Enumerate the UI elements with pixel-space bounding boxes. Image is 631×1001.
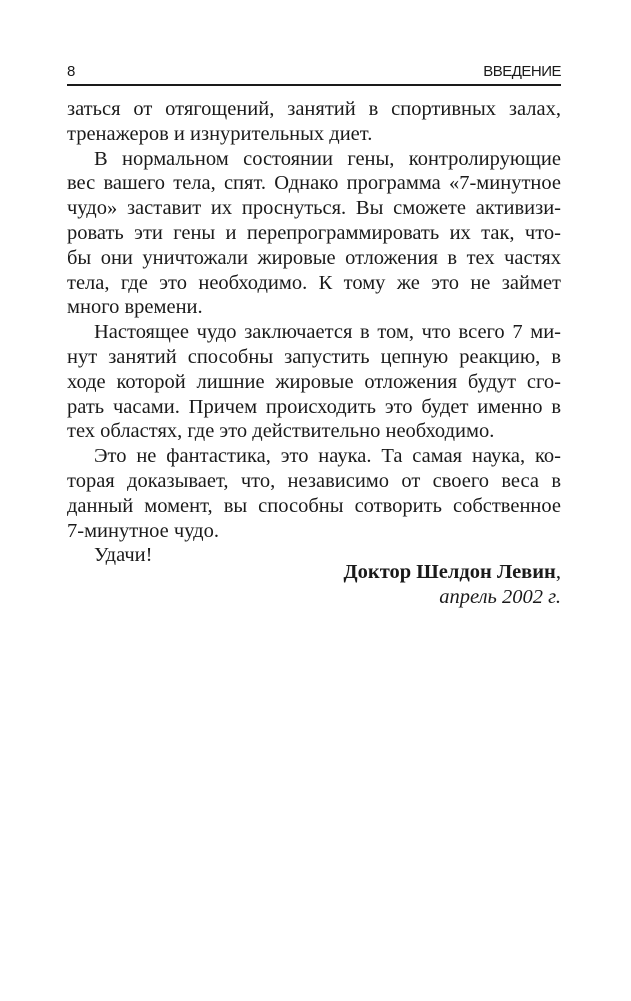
signature-author-line bbox=[344, 560, 561, 585]
text-line: нут занятий способны запустить цепную реакцию, в bbox=[67, 345, 561, 368]
text-line: 7-минутное чудо. bbox=[67, 519, 219, 542]
paragraph-first-line: Настоящее чудо заключается в том, что всего 7 ми- bbox=[94, 321, 561, 344]
text-line: рать часами. Причем происходить это будет именно в bbox=[67, 395, 561, 418]
text-line: ровать эти гены и перепрограммировать их так, что- bbox=[67, 221, 561, 244]
signature-block bbox=[344, 560, 561, 610]
text-line: ходе которой лишние жировые отложения будут сго- bbox=[67, 370, 561, 393]
text-line: данный момент, вы способны сотворить собственное bbox=[67, 494, 561, 517]
running-header bbox=[67, 60, 561, 86]
text-line: чудо» заставит их проснуться. Вы сможете активизи- bbox=[67, 197, 561, 220]
text-line: много времени. bbox=[67, 296, 203, 319]
text-line: бы они уничтожали жировые отложения в тех частях bbox=[67, 246, 561, 269]
signature-comma: , bbox=[555, 561, 561, 583]
signature-author: Доктор Шелдон Левин bbox=[343, 561, 556, 583]
page-number: 8 bbox=[67, 63, 76, 80]
signature-date: апрель 2002 г. bbox=[439, 586, 561, 608]
text-line: тренажеров и изнурительных диет. bbox=[67, 122, 373, 145]
text-line: заться от отягощений, занятий в спортивных залах, bbox=[67, 98, 561, 120]
paragraph-first-line: В нормальном состоянии гены, контролирующие bbox=[94, 147, 561, 170]
section-title: ВВЕДЕНИЕ bbox=[483, 63, 561, 80]
text-line: вес вашего тела, спят. Однако программа «7-минутное bbox=[67, 172, 561, 195]
text-line: торая доказывает, что, независимо от своего веса в bbox=[67, 469, 561, 492]
paragraph-first-line: Это не фантастика, это наука. Та самая наука, ко- bbox=[94, 445, 561, 468]
text-line: тех областях, где это действительно необходимо. bbox=[67, 420, 495, 443]
body-text bbox=[67, 97, 561, 568]
paragraph-first-line: Удачи! bbox=[94, 544, 153, 567]
text-line: тела, где это необходимо. К тому же это не займет bbox=[67, 271, 561, 294]
